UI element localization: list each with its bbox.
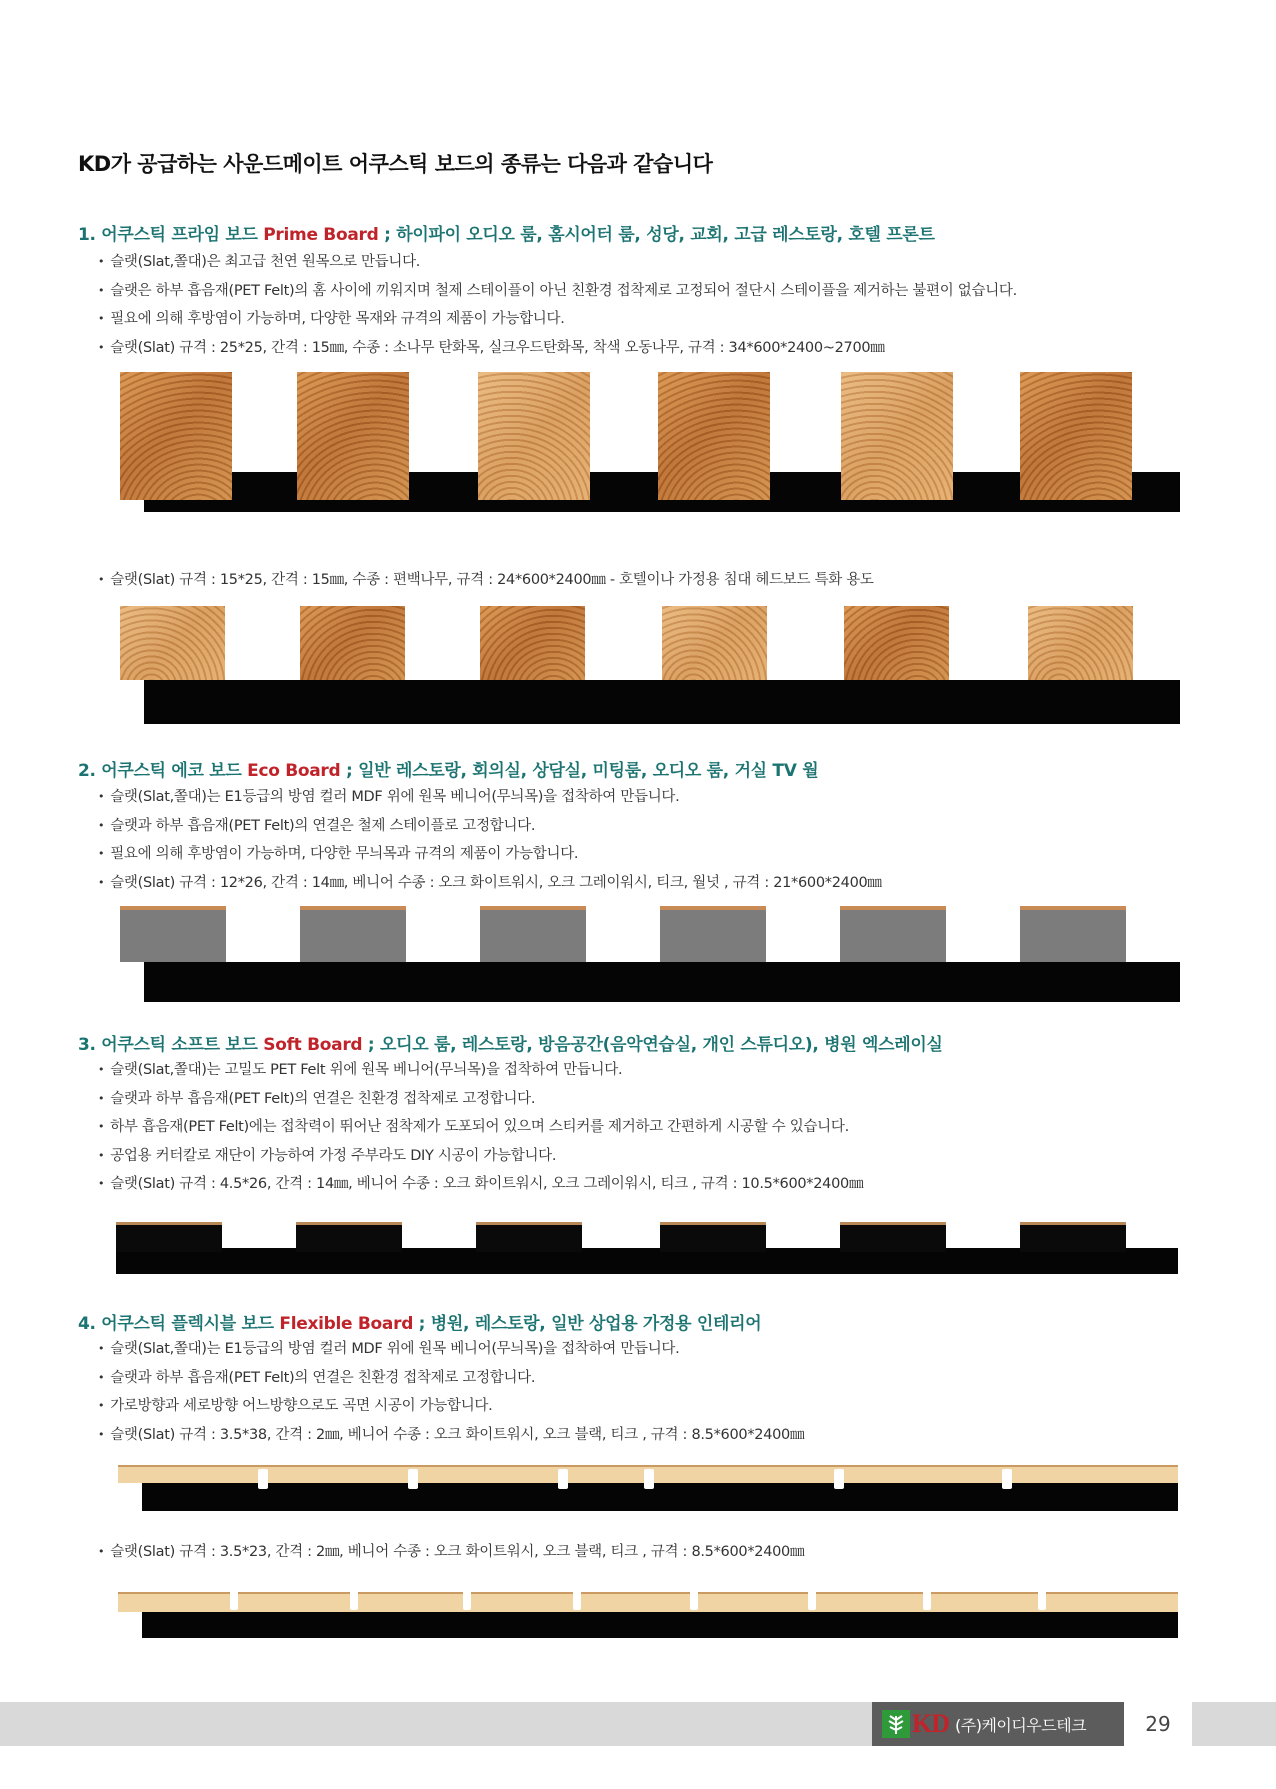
bullet: • 슬랫(Slat,쫄대)는 고밀도 PET Felt 위에 원목 베니어(무늬목)을 접착하여 만듭니다. xyxy=(98,1056,863,1085)
kd-logo-text: KD xyxy=(912,1709,949,1738)
bullet: • 슬랫(Slat) 규격 : 12*26, 간격 : 14㎜, 베니어 수종 : 오크 화이트워시, 오크 그레이워시, 티크, 월넛 , 규격 : 21*600*2400㎜ xyxy=(98,869,882,898)
bullet: • 슬랫(Slat) 규격 : 3.5*38, 간격 : 2㎜, 베니어 수종 : 오크 화이트워시, 오크 블랙, 티크 , 규격 : 8.5*600*2400㎜ xyxy=(98,1421,804,1450)
section-heading-soft xyxy=(78,1030,943,1055)
section-heading-prime xyxy=(78,220,935,245)
flexible-bullets xyxy=(98,1335,804,1449)
flexible-board-image-1 xyxy=(118,1463,1178,1511)
bullet: • 필요에 의해 후방염이 가능하며, 다양한 무늬목과 규격의 제품이 가능합니다. xyxy=(98,840,882,869)
section-heading-eco xyxy=(78,756,818,781)
heading-prefix: 2. 어쿠스틱 에코 보드 xyxy=(78,761,248,781)
bullet: • 슬랫(Slat) 규격 : 4.5*26, 간격 : 14㎜, 베니어 수종 : 오크 화이트워시, 오크 그레이워시, 티크 , 규격 : 10.5*600*2400㎜ xyxy=(98,1170,863,1199)
company-name: (주)케이디우드테크 xyxy=(955,1715,1087,1735)
heading-suffix: ; 오디오 룸, 레스토랑, 방음공간(음악연습실, 개인 스튜디오), 병원 엑스레이실 xyxy=(362,1035,943,1055)
heading-prefix: 3. 어쿠스틱 소프트 보드 xyxy=(78,1035,264,1055)
bullet: • 슬랫(Slat,쫄대)은 최고급 천연 원목으로 만듭니다. xyxy=(98,248,1017,277)
heading-suffix: ; 일반 레스토랑, 회의실, 상담실, 미팅룸, 오디오 룸, 거실 TV 월 xyxy=(340,761,819,781)
eco-bullets xyxy=(98,783,882,897)
page-number: 29 xyxy=(1124,1702,1192,1746)
bullet: • 슬랫과 하부 흡음재(PET Felt)의 연결은 철제 스테이플로 고정합니다. xyxy=(98,812,882,841)
bullet: • 슬랫(Slat) 규격 : 25*25, 간격 : 15㎜, 수종 : 소나무 탄화목, 실크우드탄화목, 착색 오동나무, 규격 : 34*600*2400~2700㎜ xyxy=(98,334,1017,363)
footer-logo xyxy=(872,1702,1124,1746)
bullet: • 슬랫(Slat,쫄대)는 E1등급의 방염 컬러 MDF 위에 원목 베니어(무늬목)을 접착하여 만듭니다. xyxy=(98,783,882,812)
heading-en: Soft Board xyxy=(263,1035,363,1055)
eco-board-image xyxy=(120,906,1180,1002)
page-title: KD가 공급하는 사운드메이트 어쿠스틱 보드의 종류는 다음과 같습니다 xyxy=(78,152,713,176)
heading-en: Prime Board xyxy=(263,225,379,245)
heading-en: Flexible Board xyxy=(279,1314,414,1334)
prime-board-image-2 xyxy=(120,606,1180,726)
heading-prefix: 1. 어쿠스틱 프라임 보드 xyxy=(78,225,264,245)
prime-spec-line-2: • 슬랫(Slat) 규격 : 15*25, 간격 : 15㎜, 수종 : 편백나무, 규격 : 24*600*2400㎜ - 호텔이나 가정용 침대 헤드보드 특화 용도 xyxy=(98,568,874,589)
bullet: • 필요에 의해 후방염이 가능하며, 다양한 목재와 규격의 제품이 가능합니다. xyxy=(98,305,1017,334)
prime-bullets xyxy=(98,248,1017,362)
flexible-spec-line-2: • 슬랫(Slat) 규격 : 3.5*23, 간격 : 2㎜, 베니어 수종 : 오크 화이트워시, 오크 블랙, 티크 , 규격 : 8.5*600*2400㎜ xyxy=(98,1540,804,1561)
bullet: • 공업용 커터칼로 재단이 가능하여 가정 주부라도 DIY 시공이 가능합니다. xyxy=(98,1142,863,1171)
prime-board-image-1 xyxy=(120,372,1180,542)
bullet: • 슬랫과 하부 흡음재(PET Felt)의 연결은 친환경 접착제로 고정합니다. xyxy=(98,1085,863,1114)
heading-suffix: ; 하이파이 오디오 룸, 홈시어터 룸, 성당, 교회, 고급 레스토랑, 호텔 프론트 xyxy=(378,225,935,245)
bullet: • 슬랫은 하부 흡음재(PET Felt)의 홈 사이에 끼워지며 철제 스테이플이 아닌 친환경 접착제로 고정되어 절단시 스테이플을 제거하는 불편이 없습니다. xyxy=(98,277,1017,306)
flexible-board-image-2 xyxy=(118,1578,1178,1638)
heading-suffix: ; 병원, 레스토랑, 일반 상업용 가정용 인테리어 xyxy=(413,1314,762,1334)
bullet: • 하부 흡음재(PET Felt)에는 접착력이 뛰어난 점착제가 도포되어 있으며 스티커를 제거하고 간편하게 시공할 수 있습니다. xyxy=(98,1113,863,1142)
soft-bullets xyxy=(98,1056,863,1199)
heading-prefix: 4. 어쿠스틱 플렉시블 보드 xyxy=(78,1314,280,1334)
section-heading-flexible xyxy=(78,1309,761,1334)
leaf-icon xyxy=(882,1710,910,1738)
bullet: • 슬랫과 하부 흡음재(PET Felt)의 연결은 친환경 접착제로 고정합니다. xyxy=(98,1364,804,1393)
bullet: • 슬랫(Slat,쫄대)는 E1등급의 방염 컬러 MDF 위에 원목 베니어(무늬목)을 접착하여 만듭니다. xyxy=(98,1335,804,1364)
bullet: • 가로방향과 세로방향 어느방향으로도 곡면 시공이 가능합니다. xyxy=(98,1392,804,1421)
heading-en: Eco Board xyxy=(247,761,341,781)
soft-board-image xyxy=(116,1222,1178,1276)
